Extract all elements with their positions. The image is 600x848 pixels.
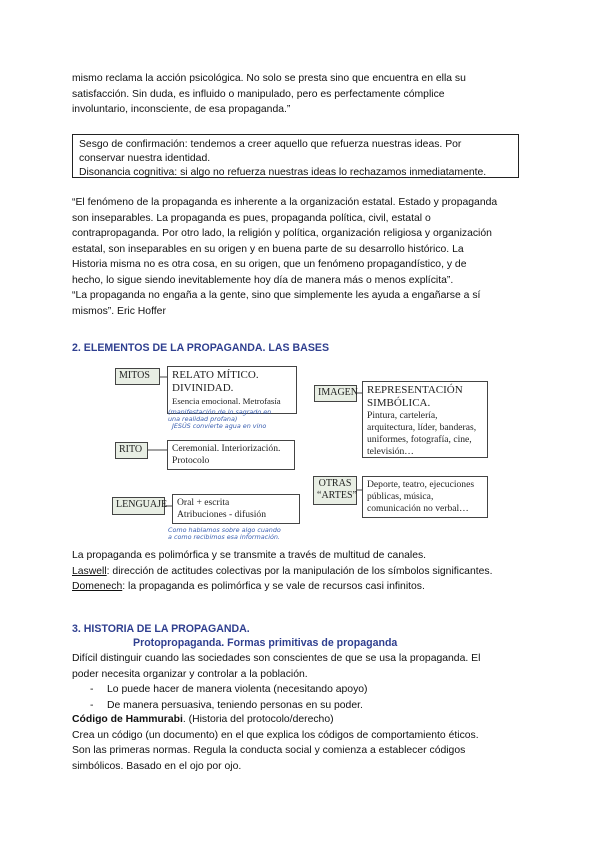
label-mitos: MITOS (115, 368, 160, 385)
handwritten-note (168, 409, 271, 431)
section-subheading: Protopropaganda. Formas primitivas de propaganda (133, 637, 398, 649)
box-line: DIVINIDAD. (172, 382, 234, 394)
box-line: Pintura, cartelería, (367, 410, 438, 421)
box-line: Oral + escrita (177, 497, 230, 508)
text-line: son inseparables. La propaganda es pues, propaganda política, civil, estatal o (72, 212, 431, 224)
box-line: arquitectura, líder, banderas, (367, 422, 477, 433)
note-line: a como recibimos esa información. (168, 533, 280, 542)
box-mitos (167, 366, 297, 414)
box-line: uniformes, fotografía, cine, (367, 434, 472, 445)
list-item: - De manera persuasiva, teniendo personas en su poder. (90, 699, 363, 711)
text-line: hecho, lo sigue siendo inevitablemente hoy día de manera más o menos explícita”. (72, 274, 454, 286)
text-line: Difícil distinguir cuando las sociedades son conscientes de que se usa la propaganda. El (72, 653, 481, 664)
text-line: poder necesita organizar y controlar a la población. (72, 668, 308, 680)
box-line: Atribuciones - difusión (177, 509, 266, 520)
section-heading: 3. HISTORIA DE LA PROPAGANDA. (72, 623, 250, 635)
box-otras-artes (362, 476, 488, 518)
box-line: comunicación no verbal… (367, 503, 469, 514)
box-line: SIMBÓLICA. (367, 397, 431, 409)
label-line: OTRAS (318, 478, 352, 489)
text-line: Son las primeras normas. Regula la conducta social y comienza a establecer códigos (72, 745, 466, 756)
text-line: “El fenómeno de la propaganda es inherente a la organización estatal. Estado y propaganda (72, 197, 498, 208)
box-line: RELATO MÍTICO. (172, 369, 259, 381)
label-otras-artes (313, 476, 357, 505)
text-line: simbólicos. Basado en el ojo por ojo. (72, 760, 242, 772)
box-lenguaje (172, 494, 300, 524)
note-line: (manifestación de lo sagrado en (168, 408, 272, 416)
codigo-title: Código de Hammurabi (72, 714, 183, 725)
codigo-paragraph (72, 712, 532, 774)
note-line: una realidad profana) (168, 415, 238, 424)
text-line: La propaganda es polimórfica y se transmite a través de multitud de canales. (72, 550, 427, 561)
callout-line: conservar nuestra identidad. (79, 152, 211, 164)
label-rito: RITO (115, 442, 148, 459)
box-line: Deporte, teatro, ejecuciones (367, 479, 475, 490)
label-imagen: IMAGEN (314, 385, 357, 402)
box-line: Esencia emocional. Metrofasía (172, 396, 281, 406)
section-heading: 2. ELEMENTOS DE LA PROPAGANDA. LAS BASES (72, 342, 330, 354)
text-line: involuntario, inconsciente, de esa propaganda.” (72, 104, 291, 115)
text-line: “La propaganda no engaña a la gente, sino que simplemente les ayuda a engañarse a sí (72, 290, 481, 301)
text-line: estatal, son inseparables en su origen y en buena parte de su desarrollo histórico. La (72, 243, 464, 255)
box-line: Ceremonial. Interiorización. (172, 443, 281, 454)
note-line: JESÚS convierte agua en vino (172, 422, 267, 431)
text-line: satisfacción. Sin duda, es influido o manipulado, pero es perfectamente cómplice (72, 88, 445, 100)
callout-line: Disonancia cognitiva: si algo no refuerza nuestras ideas lo rechazamos inmediatamente. (79, 166, 487, 178)
box-line: televisión… (367, 446, 414, 457)
text-line: Crea un código (un documento) en el que explica los códigos de comportamiento éticos. (72, 729, 479, 741)
history-paragraph (72, 651, 532, 682)
author-laswell: Laswell (72, 565, 107, 577)
text-line: Historia misma no es otra cosa, en su origen, que un fenómeno propagandístico, y de (72, 259, 467, 270)
box-rito (167, 440, 295, 470)
text-line: contrapropaganda. Por otro lado, la religión y política, organización religiosa y organización (72, 228, 492, 239)
label-lenguaje: LENGUAJE (112, 497, 165, 515)
text-line: : la propaganda es polimórfica y se vale de recursos casi infinitos. (122, 581, 425, 592)
box-line: Protocolo (172, 455, 210, 466)
list-item-text: De manera persuasiva, teniendo personas en su poder. (107, 699, 363, 711)
diagram-summary (72, 548, 532, 595)
text-line: mismo reclama la acción psicológica. No solo se presta sino que encuentra en ella su (72, 73, 466, 84)
list-item-text: Lo puede hacer de manera violenta (necesitando apoyo) (107, 684, 368, 695)
box-line: públicas, música, (367, 491, 434, 502)
label-line: “ARTES” (317, 490, 357, 501)
text-line: . (Historia del protocolo/derecho) (182, 714, 334, 725)
box-imagen (362, 381, 488, 458)
list-item: - Lo puede hacer de manera violenta (necesitando apoyo) (90, 684, 368, 695)
text-line: : dirección de actitudes colectivas por la manipulación de los símbolos significantes. (106, 565, 493, 577)
handwritten-note (168, 527, 281, 541)
box-line: REPRESENTACIÓN (367, 384, 463, 396)
callout-line: Sesgo de confirmación: tendemos a creer aquello que refuerza nuestras ideas. Por (79, 139, 462, 150)
note-line: Como hablamos sobre algo cuando (168, 526, 281, 534)
author-domenech: Domenech (72, 581, 123, 592)
bullet-list (90, 682, 368, 713)
text-line: mismos”. Eric Hoffer (72, 305, 166, 317)
